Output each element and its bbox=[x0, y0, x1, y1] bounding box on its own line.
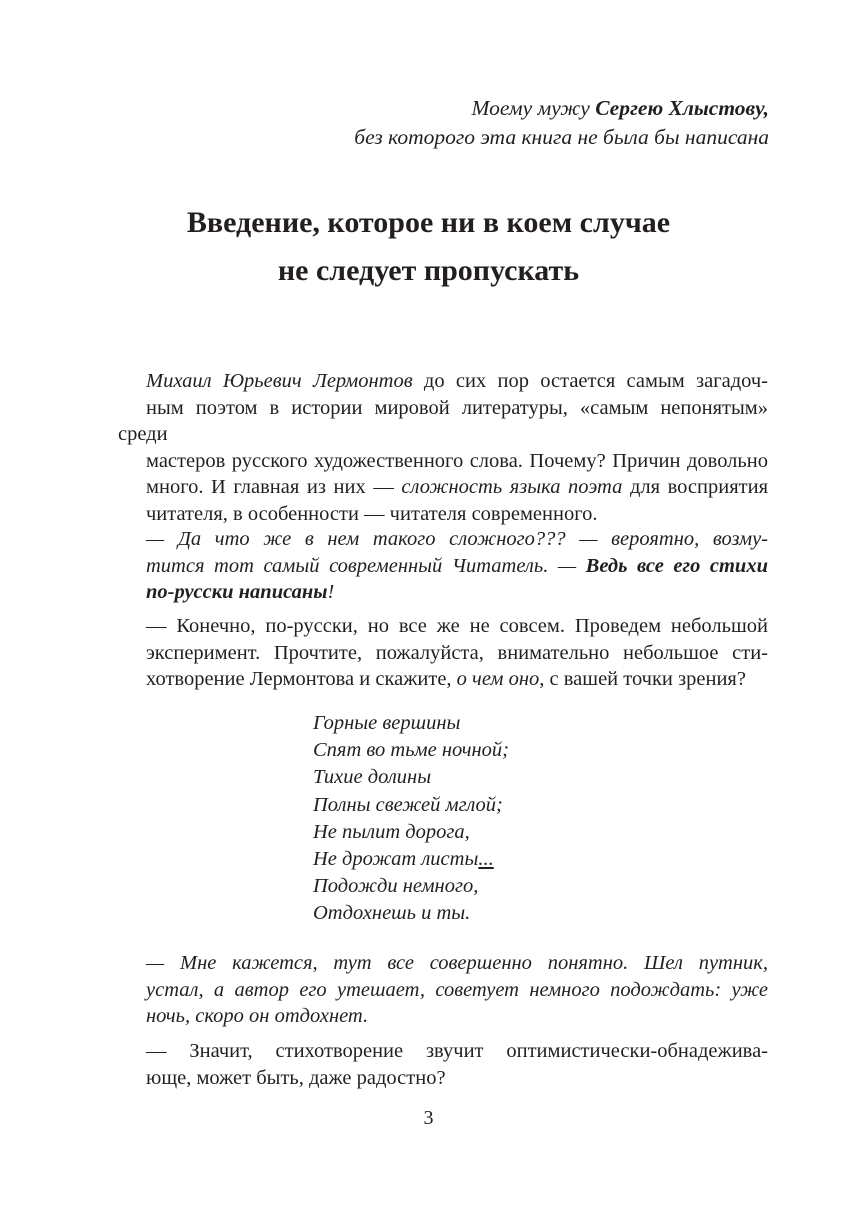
paragraph-3-line-3a: хотворение Лермонтова и скажите, bbox=[146, 668, 457, 690]
chapter-title bbox=[0, 199, 857, 295]
paragraph-2-bold-1: Ведь все его стихи bbox=[585, 554, 768, 577]
paragraph-1-line-4a: много. И главная из них — bbox=[146, 476, 402, 498]
paragraph-4-line-1: — Мне кажется, тут все совершенно понятно. Шел путник, bbox=[146, 952, 768, 974]
paragraph-4-line-2: устал, а автор его утешает, советует немного подождать: уже bbox=[146, 978, 768, 1001]
poem-line-7: Подожди немного, bbox=[313, 875, 479, 898]
dedication-name: Сергею Хлыстову, bbox=[595, 96, 769, 120]
poem-line-8: Отдохнешь и ты. bbox=[313, 902, 471, 925]
dedication-line-2: без которого эта книга не была бы написана bbox=[354, 125, 769, 149]
author-name: Михаил Юрьевич Лермонтов bbox=[146, 370, 413, 392]
paragraph-2 bbox=[118, 526, 768, 606]
poem-line-1: Горные вершины bbox=[313, 712, 461, 734]
paragraph-2-exclaim: ! bbox=[327, 581, 335, 603]
paragraph-2-line-2: тится тот самый современный Читатель. — bbox=[146, 554, 586, 577]
paragraph-1 bbox=[118, 368, 768, 527]
paragraph-3-line-3b: , с вашей точки зрения? bbox=[539, 668, 746, 690]
poem-line-4: Полны свежей мглой; bbox=[313, 793, 503, 816]
paragraph-4 bbox=[118, 950, 768, 1030]
chapter-title-line-1: Введение, которое ни в коем случае bbox=[186, 206, 671, 239]
paragraph-3-line-1: — Конечно, по-русски, но все же не совсем. Проведем небольшой bbox=[146, 615, 768, 637]
page-number: 3 bbox=[423, 1107, 434, 1129]
emphasis-language: сложность языка поэта bbox=[401, 476, 623, 498]
paragraph-5 bbox=[118, 1038, 768, 1091]
paragraph-4-line-3: ночь, скоро он отдохнет. bbox=[146, 1005, 369, 1027]
dedication-line-1 bbox=[354, 94, 769, 123]
paragraph-5-line-1: — Значит, стихотворение звучит оптимистически-обнадежива- bbox=[146, 1040, 768, 1062]
paragraph-1-line-4b: для восприятия bbox=[622, 476, 769, 498]
paragraph-3 bbox=[118, 613, 768, 693]
paragraph-1-line-5: читателя, в особенности — читателя современного. bbox=[146, 502, 598, 525]
paragraph-1-line-2: ным поэтом в истории мировой литературы, «самым непонятым» среди bbox=[118, 396, 768, 445]
poem-line-5: Не пылит дорога, bbox=[313, 820, 470, 843]
poem-ellipsis: ... bbox=[478, 848, 494, 871]
paragraph-2-bold-2: по-русски написаны bbox=[146, 581, 328, 603]
emphasis-what-about: о чем оно bbox=[456, 668, 540, 690]
paragraph-1-line-1: до сих пор остается самым загадоч- bbox=[412, 370, 769, 392]
chapter-title-line-2: не следует пропускать bbox=[277, 254, 580, 287]
poem bbox=[313, 710, 509, 928]
dedication bbox=[354, 94, 769, 152]
dedication-prefix: Моему мужу bbox=[471, 96, 596, 120]
poem-line-2: Спят во тьме ночной; bbox=[313, 739, 509, 762]
poem-line-3: Тихие долины bbox=[313, 766, 432, 789]
poem-line-6: Не дрожат листы bbox=[313, 848, 479, 871]
paragraph-5-line-2: юще, может быть, даже радостно? bbox=[146, 1066, 446, 1089]
paragraph-3-line-2: эксперимент. Прочтите, пожалуйста, внимательно небольшое сти- bbox=[146, 641, 768, 664]
paragraph-1-line-3: мастеров русского художественного слова. Почему? Причин довольно bbox=[146, 449, 768, 472]
paragraph-2-line-1: — Да что же в нем такого сложного??? — вероятно, возму- bbox=[146, 528, 768, 550]
